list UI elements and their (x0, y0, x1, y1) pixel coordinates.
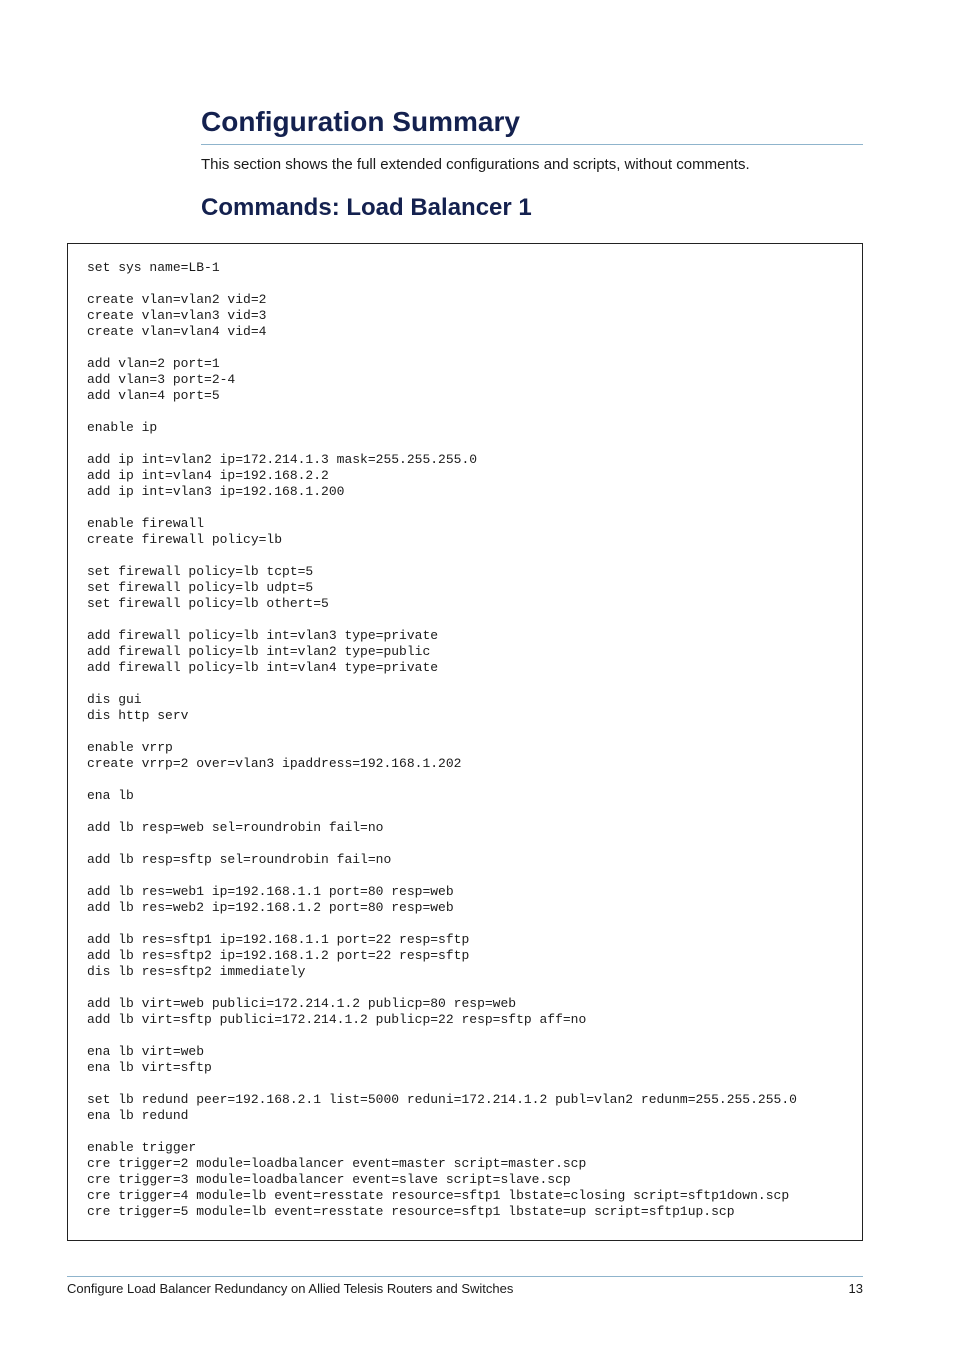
command-line: add lb res=web1 ip=192.168.1.1 port=80 resp=web (87, 884, 454, 899)
command-listing (87, 260, 797, 1220)
command-line: ena lb redund (87, 1108, 189, 1123)
footer-title: Configure Load Balancer Redundancy on Allied Telesis Routers and Switches (67, 1281, 514, 1296)
command-line: add ip int=vlan3 ip=192.168.1.200 (87, 484, 345, 499)
command-line: add lb res=web2 ip=192.168.1.2 port=80 resp=web (87, 900, 454, 915)
command-line: add vlan=4 port=5 (87, 388, 220, 403)
command-line: create vlan=vlan4 vid=4 (87, 324, 267, 339)
command-line: set firewall policy=lb tcpt=5 (87, 564, 314, 579)
command-line: cre trigger=2 module=loadbalancer event=master script=master.scp (87, 1156, 587, 1171)
command-line: add ip int=vlan2 ip=172.214.1.3 mask=255.255.255.0 (87, 452, 478, 467)
command-line: set lb redund peer=192.168.2.1 list=5000 reduni=172.214.1.2 publ=vlan2 redunm=255.255.255.0 (87, 1092, 797, 1107)
code-box (67, 243, 863, 1241)
command-line: add lb res=sftp2 ip=192.168.1.2 port=22 resp=sftp (87, 948, 470, 963)
command-line: enable vrrp (87, 740, 173, 755)
command-line: add lb virt=sftp publici=172.214.1.2 publicp=22 resp=sftp aff=no (87, 1012, 587, 1027)
command-line: ena lb virt=web (87, 1044, 205, 1059)
command-line: add firewall policy=lb int=vlan4 type=private (87, 660, 439, 675)
command-line: cre trigger=4 module=lb event=resstate resource=sftp1 lbstate=closing script=sftp1down.scp (87, 1188, 790, 1203)
command-line: enable firewall (87, 516, 205, 531)
command-line: add lb resp=web sel=roundrobin fail=no (87, 820, 384, 835)
command-line: add ip int=vlan4 ip=192.168.2.2 (87, 468, 329, 483)
command-line: dis http serv (87, 708, 189, 723)
command-line: dis lb res=sftp2 immediately (87, 964, 306, 979)
command-line: ena lb (87, 788, 134, 803)
section-title-rule (201, 144, 863, 145)
command-line: create firewall policy=lb (87, 532, 283, 547)
command-line: create vrrp=2 over=vlan3 ipaddress=192.168.1.202 (87, 756, 462, 771)
section-title: Configuration Summary (201, 106, 520, 137)
command-line: enable trigger (87, 1140, 197, 1155)
page-number: 13 (848, 1281, 863, 1296)
command-line: add lb res=sftp1 ip=192.168.1.1 port=22 resp=sftp (87, 932, 470, 947)
command-line: set firewall policy=lb othert=5 (87, 596, 329, 611)
command-line: add lb virt=web publici=172.214.1.2 publicp=80 resp=web (87, 996, 517, 1011)
command-line: create vlan=vlan2 vid=2 (87, 292, 267, 307)
command-line: dis gui (87, 692, 142, 707)
section-intro: This section shows the full extended configurations and scripts, without comments. (201, 156, 750, 173)
command-line: set firewall policy=lb udpt=5 (87, 580, 314, 595)
command-line: add firewall policy=lb int=vlan3 type=private (87, 628, 439, 643)
command-line: add vlan=3 port=2-4 (87, 372, 236, 387)
command-line: enable ip (87, 420, 158, 435)
command-line: ena lb virt=sftp (87, 1060, 212, 1075)
command-line: add vlan=2 port=1 (87, 356, 220, 371)
command-line: cre trigger=5 module=lb event=resstate resource=sftp1 lbstate=up script=sftp1up.scp (87, 1204, 735, 1219)
command-line: set sys name=LB-1 (87, 260, 220, 275)
footer-rule (67, 1276, 863, 1277)
subsection-title: Commands: Load Balancer 1 (201, 194, 532, 221)
command-line: create vlan=vlan3 vid=3 (87, 308, 267, 323)
command-line: add lb resp=sftp sel=roundrobin fail=no (87, 852, 392, 867)
command-line: add firewall policy=lb int=vlan2 type=public (87, 644, 431, 659)
command-line: cre trigger=3 module=loadbalancer event=slave script=slave.scp (87, 1172, 571, 1187)
